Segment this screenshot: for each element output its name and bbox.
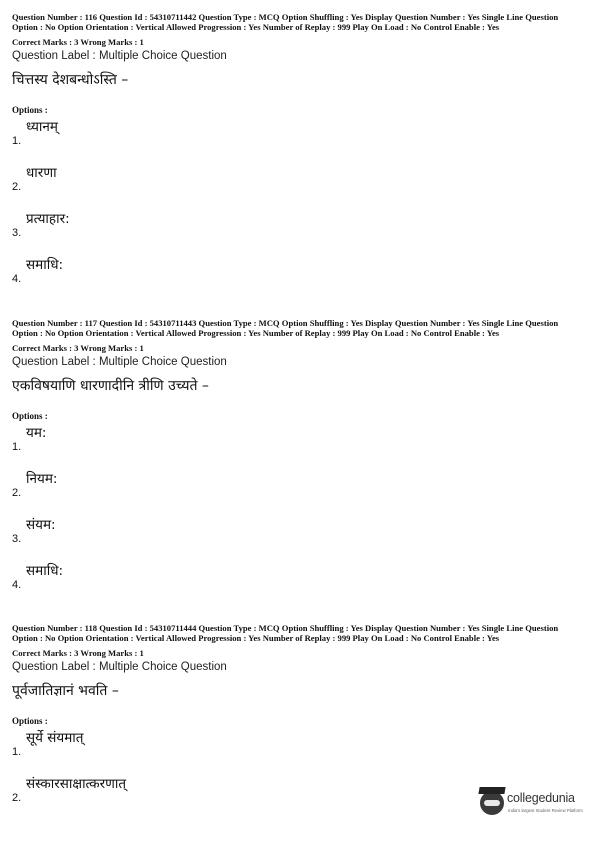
logo-name: collegedunia bbox=[507, 791, 575, 805]
question-label: Question Label : Multiple Choice Question bbox=[12, 50, 227, 62]
option-text: यम: bbox=[26, 425, 47, 441]
option-number: 3. bbox=[12, 533, 22, 545]
question-marks: Correct Marks : 3 Wrong Marks : 1 bbox=[12, 37, 144, 47]
option-item bbox=[12, 726, 582, 772]
option-item bbox=[12, 115, 582, 161]
option-number: 2. bbox=[12, 487, 22, 499]
option-text: प्रत्याहार: bbox=[26, 211, 70, 227]
option-number: 4. bbox=[12, 579, 22, 591]
question-marks: Correct Marks : 3 Wrong Marks : 1 bbox=[12, 343, 144, 353]
question-meta: Question Number : 117 Question Id : 54310711443 Question Type : MCQ Option Shuffling : Yes Display Question Number : Yes Single Line Question Option : No Option Orientation : Vertical Allowed Progression : Yes Number of Replay : 999 Play On Load : No Control Enable : Yes bbox=[12, 318, 559, 338]
collegedunia-logo bbox=[480, 789, 590, 823]
option-number: 2. bbox=[12, 181, 22, 193]
option-number: 3. bbox=[12, 227, 22, 239]
question-stem: चित्तस्य देशबन्धोऽस्ति – bbox=[12, 72, 129, 88]
question-label: Question Label : Multiple Choice Question bbox=[12, 661, 227, 673]
question-meta: Question Number : 116 Question Id : 54310711442 Question Type : MCQ Option Shuffling : Yes Display Question Number : Yes Single Line Question Option : No Option Orientation : Vertical Allowed Progression : Yes Number of Replay : 999 Play On Load : No Control Enable : Yes bbox=[12, 12, 559, 32]
option-text: सूर्ये संयमात् bbox=[26, 730, 84, 746]
question-block-117 bbox=[12, 318, 582, 605]
question-marks: Correct Marks : 3 Wrong Marks : 1 bbox=[12, 648, 144, 658]
option-number: 1. bbox=[12, 135, 22, 147]
mascot-icon bbox=[480, 791, 504, 815]
question-label: Question Label : Multiple Choice Question bbox=[12, 356, 227, 368]
option-text: समाधि: bbox=[26, 257, 64, 273]
option-item bbox=[12, 421, 582, 467]
graduation-cap-icon bbox=[478, 787, 505, 794]
question-block-116 bbox=[12, 12, 582, 299]
option-item bbox=[12, 467, 582, 513]
options-heading: Options : bbox=[12, 716, 48, 726]
option-item bbox=[12, 207, 582, 253]
option-item bbox=[12, 513, 582, 559]
options-heading: Options : bbox=[12, 105, 48, 115]
logo-tagline: India's largest Student Review Platform bbox=[508, 808, 583, 813]
question-stem: एकविषयाणि धारणादीनि त्रीणि उच्यते – bbox=[12, 378, 209, 394]
option-number: 2. bbox=[12, 792, 22, 804]
question-meta: Question Number : 118 Question Id : 54310711444 Question Type : MCQ Option Shuffling : Yes Display Question Number : Yes Single Line Question Option : No Option Orientation : Vertical Allowed Progression : Yes Number of Replay : 999 Play On Load : No Control Enable : Yes bbox=[12, 623, 559, 643]
option-item bbox=[12, 559, 582, 605]
option-item bbox=[12, 161, 582, 207]
options-heading: Options : bbox=[12, 411, 48, 421]
option-item bbox=[12, 253, 582, 299]
option-text: धारणा bbox=[26, 165, 57, 181]
option-text: नियम: bbox=[26, 471, 58, 487]
option-text: संयम: bbox=[26, 517, 56, 533]
option-text: संस्कारसाक्षात्करणात् bbox=[26, 776, 127, 792]
option-text: ध्यानम् bbox=[26, 119, 58, 135]
option-number: 1. bbox=[12, 746, 22, 758]
option-text: समाधि: bbox=[26, 563, 64, 579]
question-stem: पूर्वजातिज्ञानं भवति – bbox=[12, 683, 119, 699]
option-number: 4. bbox=[12, 273, 22, 285]
option-number: 1. bbox=[12, 441, 22, 453]
